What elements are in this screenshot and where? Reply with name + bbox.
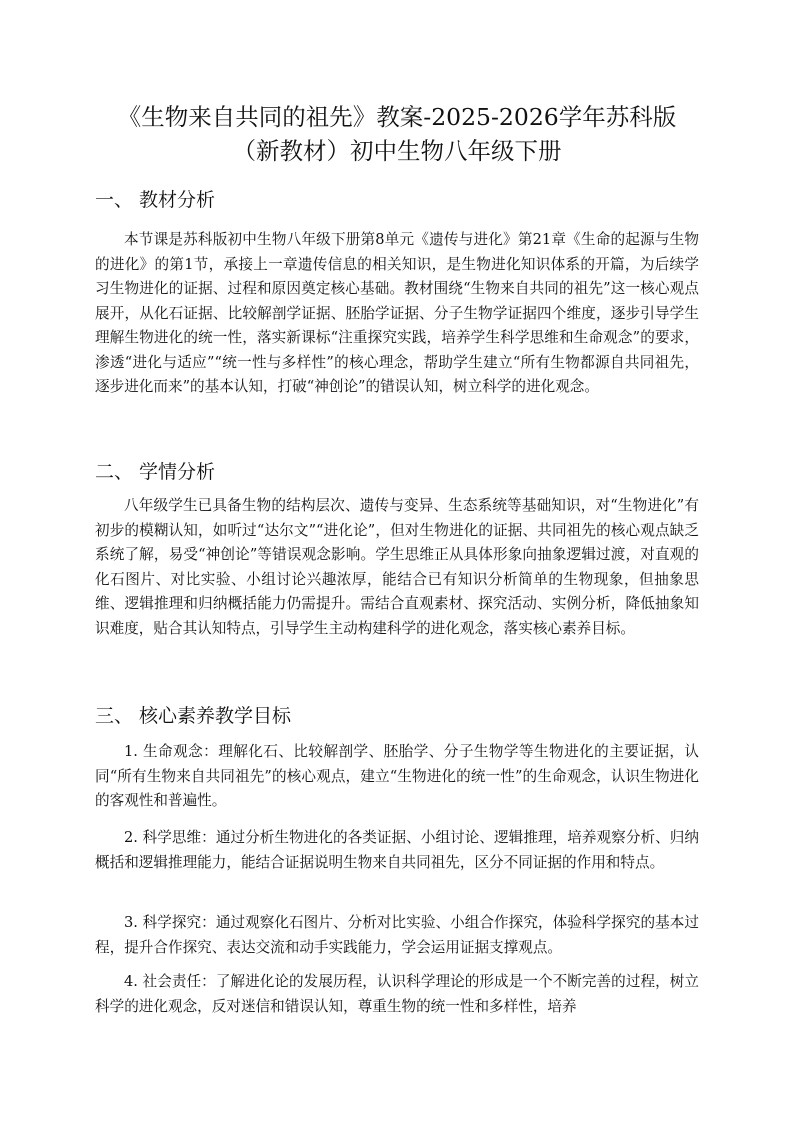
objective-social-responsibility: 4. 社会责任：了解进化论的发展历程，认识科学理论的形成是一个不断完善的过程，树立科学的进化观念，反对迷信和错误认知，尊重生物的统一性和多样性，培养 [95, 973, 699, 1015]
student-analysis-paragraph: 八年级学生已具备生物的结构层次、遗传与变异、生态系统等基础知识，对“生物进化”有初步的模糊认知，如听过“达尔文”“进化论”，但对生物进化的证据、共同祖先的核心观点缺乏系统了解，易受“神创论”等错误观念影响。学生思维正从具体形象向抽象逻辑过渡，对直观的化石图片、对比实验、小组讨论兴趣浓厚，能结合已有知识分析简单的生物现象，但抽象思维、逻辑推理和归纳概括能力仍需提升。需结合直观素材、探究活动、实例分析，降低抽象知识难度，贴合其认知特点，引导学生主动构建科学的进化观念，落实核心素养目标。 [95, 497, 699, 637]
textbook-analysis-paragraph: 本节课是苏科版初中生物八年级下册第8单元《遗传与进化》第21章《生命的起源与生物的进化》的第1节，承接上一章遗传信息的相关知识，是生物进化知识体系的开篇，为后续学习生物进化的证据、过程和原因奠定核心基础。教材围绕“生物来自共同的祖先”这一核心观点展开，从化石证据、比较解剖学证据、胚胎学证据、分子生物学证据四个维度，逐步引导学生理解生物进化的统一性，落实新课标“注重探究实践，培养学生科学思维和生命观念”的要求，渗透“进化与适应”“统一性与多样性”的核心理念，帮助学生建立“所有生物都源自共同祖先，逐步进化而来”的基本认知，打破“神创论”的错误认知，树立科学的进化观念。 [95, 231, 699, 395]
objective-life-concept: 1. 生命观念：理解化石、比较解剖学、胚胎学、分子生物学等生物进化的主要证据，认同“所有生物来自共同祖先”的核心观点，建立“生物进化的统一性”的生命观念，认识生物进化的客观性和普遍性。 [95, 743, 699, 809]
objective-scientific-inquiry: 3. 科学探究：通过观察化石图片、分析对比实验、小组合作探究，体验科学探究的基本过程，提升合作探究、表达交流和动手实践能力，学会运用证据支撑观点。 [95, 914, 699, 956]
document-title: 《生物来自共同的祖先》教案-2025-2026学年苏科版（新教材）初中生物八年级下册 [117, 103, 677, 165]
section-heading-student-analysis: 二、 学情分析 [95, 461, 216, 483]
section-heading-textbook-analysis: 一、 教材分析 [95, 189, 216, 211]
objective-scientific-thinking: 2. 科学思维：通过分析生物进化的各类证据、小组讨论、逻辑推理，培养观察分析、归纳概括和逻辑推理能力，能结合证据说明生物来自共同祖先，区分不同证据的作用和特点。 [95, 829, 699, 871]
section-heading-teaching-objectives: 三、 核心素养教学目标 [95, 705, 292, 727]
